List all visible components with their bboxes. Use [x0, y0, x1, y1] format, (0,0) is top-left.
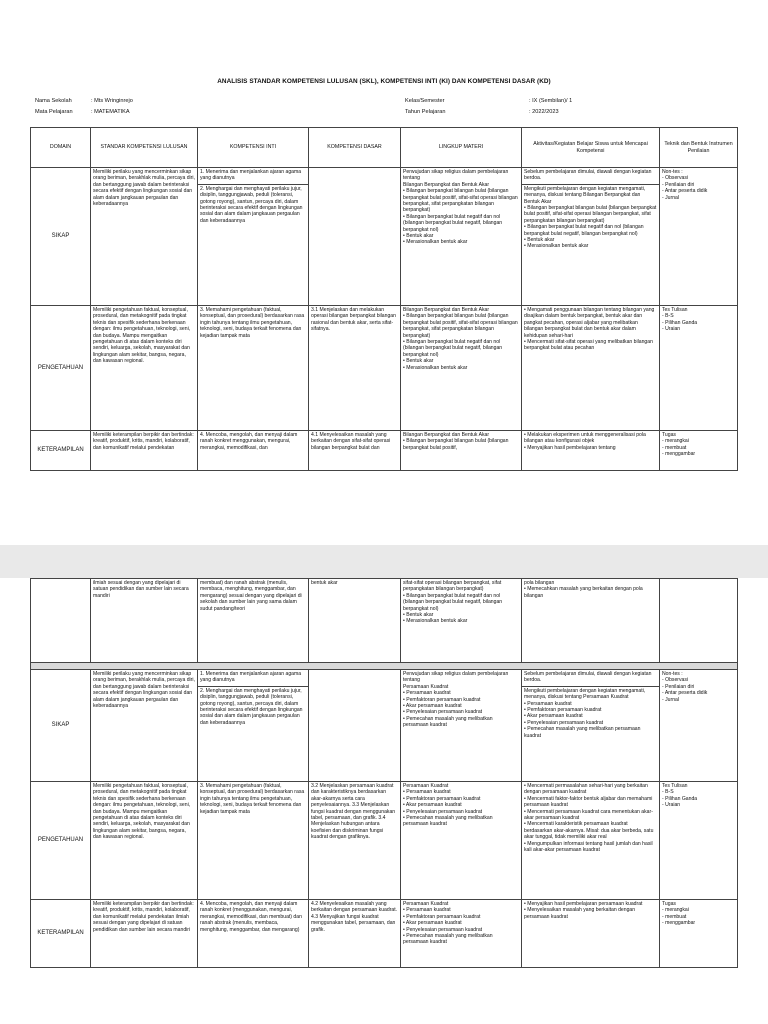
- materi-list: [403, 684, 519, 729]
- ki-cell: membuat) dan ranah abstrak (menulis, membaca, menghitung, menggambar, dan mengarang) sesuai dengan yang dipelajari di sekolah dan sumber lain yang sama dalam sudut pandang/teori: [198, 579, 309, 663]
- kd-cell: 4.1 Menyelesaikan masalah yang berkaitan dengan sifat-sifat operasi bilangan berpangkat bulat dan: [309, 431, 401, 471]
- cell-line: • Mencermati sifat-sifat operasi yang melibatkan bilangan berpangkat bulat atau pecahan: [524, 339, 653, 352]
- domain-cell: SIKAP: [31, 168, 91, 306]
- cell-line: • Bentuk akar: [403, 233, 434, 240]
- materi-list: [403, 182, 519, 246]
- cell-line: • Mencermati karakteristik persamaan kuadrat berdasarkan akar-akarnya. Misal: dua akar berbeda, satu akar tunggal, tidak memiliki akar real: [524, 821, 654, 841]
- subject-value: : MATEMATIKA: [91, 109, 130, 115]
- cell-line: • Akar persamaan kuadrat: [403, 703, 462, 710]
- cell-line: • Bentuk akar: [403, 612, 434, 619]
- skl-cell: Memiliki pengetahuan faktual, konseptual, prosedural, dan metakognitif pada tingkat teknis dan spesifik sederhana berkenaan dengan: ilmu pengetahuan, teknologi, seni, dan budaya. Mampu mengaitkan pengetahuan di atas dalam konteks diri sendiri, keluarga, sekolah, masyarakat dan lingkungan alam sekitar, bangsa, negara, dan kawasan regional.: [91, 782, 198, 900]
- cell-line: - Penilaian diri: [662, 181, 695, 188]
- ki-cell: 4. Mencoba, mengolah, dan menyaji dalam ranah konkret (menggunakan, mengurai, merangkai, memodifikasi, dan membuat) dan ranah abstrak (menulis, membaca, menghitung, menggambar, dan mengarang): [198, 900, 309, 968]
- table-header-row: [31, 128, 738, 168]
- analysis-table-2: [30, 578, 738, 968]
- kegiatan-intro: Sebelum pembelajaran dimulai, diawali dengan kegiatan berdoa.: [524, 671, 652, 684]
- header-ki: KOMPETENSI INTI: [198, 128, 309, 168]
- section-divider-row: [31, 663, 738, 670]
- domain-cell: PENGETAHUAN: [31, 782, 91, 900]
- kd-cell: bentuk akar: [309, 579, 401, 663]
- cell-line: - membuat: [662, 913, 687, 920]
- cell-line: • Pemecahan masalah yang melibatkan persamaan kuadrat: [403, 815, 493, 828]
- domain-cell: SIKAP: [31, 670, 91, 782]
- meta-left: [35, 96, 291, 118]
- cell-line: • Menyelesaikan masalah yang berkaitan dengan persamaan kuadrat: [524, 907, 636, 920]
- cell-line: - Antar peserta didik: [662, 188, 708, 195]
- cell-line: Tes Tulisan: [662, 783, 688, 789]
- kegiatan-cell: [522, 431, 660, 471]
- ki-1-text: 1. Menerima dan menjalankan ajaran agama yang dianutnya: [200, 169, 302, 182]
- cell-line: Tugas: [662, 901, 676, 907]
- year-label: Tahun Pelajaran: [405, 109, 446, 115]
- cell-line: - Observasi: [662, 677, 689, 684]
- table-row-pengetahuan: [31, 782, 738, 900]
- kd-cell: [309, 168, 401, 306]
- cell-line: - menggambar: [662, 920, 696, 927]
- ki-1-text: 1. Menerima dan menjalankan ajaran agama yang dianutnya: [200, 671, 302, 684]
- cell-line: • Melakukan eksperimen untuk menggeneralisasi pola bilangan atau konfigurasi objek: [524, 432, 646, 445]
- cell-line: Persamaan Kuadrat: [403, 783, 449, 789]
- cell-line: • Persamaan kuadrat: [403, 690, 451, 697]
- cell-line: - Uraian: [662, 802, 681, 809]
- teknik-cell: [660, 579, 738, 663]
- cell-line: • Persamaan kuadrat: [524, 700, 572, 707]
- cell-line: Non-tes :: [662, 169, 683, 175]
- materi-cell: [401, 431, 522, 471]
- teknik-cell: [660, 168, 738, 306]
- domain-cell: [31, 579, 91, 663]
- section-divider: [31, 663, 738, 670]
- cell-line: - B-S: [662, 789, 674, 796]
- cell-line: Tes Tulisan: [662, 307, 688, 313]
- teknik-cell: [660, 670, 738, 782]
- cell-line: • Mengamati penggunaan bilangan tentang bilangan yang disajikan dalam bentuk berpangkat, bentuk akar dan pangkat pecahan, operasi aljabar yang melibatkan bilangan berpangkat bulat dan bentuk akar dalam kehidupan sehari-hari: [524, 307, 655, 339]
- kegiatan-cell: [522, 782, 660, 900]
- table-row-sikap: [31, 670, 738, 782]
- cell-line: Persamaan Kuadrat: [403, 683, 449, 690]
- cell-line: • Bilangan berpangkat bilangan bulat (bilangan berpangkat bulat positif, sifat-sifat operasi bilangan berpangkat, sifat perpangkatan bilangan berpangkat): [403, 313, 518, 339]
- cell-line: Mengikuti pembelajaran dengan kegiatan mengamati, menanya, diskusi tentang Persamaan Kuadrat: [524, 687, 646, 701]
- ki-2-text: 2. Menghargai dan menghayati perilaku jujur, disiplin, tanggungjawab, peduli (toleransi, gotong royong), santun, percaya diri, dalam berinteraksi secara efektif dengan lingkungan sosial dan alam dalam jangkauan pergaulan dan keberadaannya: [198, 686, 308, 726]
- cell-line: Non-tes :: [662, 671, 683, 677]
- class-value: : IX (Sembilan)/ 1: [529, 98, 573, 104]
- table-row-continued: [31, 579, 738, 663]
- header-skl: STANDAR KOMPETENSI LULUSAN: [91, 128, 198, 168]
- skl-cell: ilmiah sesuai dengan yang dipelajari di satuan pendidikan dan sumber lain secara mandiri: [91, 579, 198, 663]
- kegiatan-cell: [522, 900, 660, 968]
- cell-line: • Bilangan berpangkat bilangan bulat (bilangan berpangkat bulat positif, sifat-sifat operasi bilangan berpangkat, sifat perpangkatan bilangan berpangkat): [403, 188, 518, 214]
- cell-line: • Penyelesaian persamaan kuadrat: [403, 709, 483, 716]
- cell-line: Bilangan Berpangkat dan Bentuk Akar: [403, 432, 490, 438]
- teknik-cell: [660, 431, 738, 471]
- cell-line: - Antar peserta didik: [662, 690, 708, 697]
- materi-intro: Perwujudan sikap religius dalam pembelajaran tentang: [403, 671, 509, 684]
- analysis-table-1: [30, 127, 738, 471]
- kd-cell: [309, 670, 401, 782]
- cell-line: • Mencermati permasalahan sehari-hari yang berkaitan dengan persamaan kuadrat: [524, 783, 648, 796]
- kegiatan-intro: Sebelum pembelajaran dimulai, diawali dengan kegiatan berdoa.: [524, 169, 652, 182]
- cell-line: sifat-sifat operasi bilangan berpangkat, sifat perpangkatan bilangan berpangkat): [403, 580, 502, 593]
- cell-line: - Jurnal: [662, 194, 679, 201]
- materi-cell: [401, 579, 522, 663]
- ki-cell: 3. Memahami pengetahuan (faktual, konseptual, dan prosedural) berdasarkan rasa ingin tahunya tentang ilmu pengetahuan, teknologi, seni, budaya terkait fenomena dan kejadian tampak mata: [198, 306, 309, 431]
- cell-line: • Persamaan kuadrat: [403, 907, 451, 914]
- cell-line: • Merasionalkan bentuk akar: [403, 618, 468, 625]
- cell-line: - membuat: [662, 444, 687, 451]
- cell-line: • Bilangan berpangkat bilangan bulat (bilangan berpangkat bulat positif, sifat-sifat operasi bilangan berpangkat, sifat perpangkatan bilangan berpangkat): [524, 205, 657, 224]
- table-row-sikap: [31, 168, 738, 306]
- cell-line: • Bentuk akar: [403, 358, 434, 365]
- cell-line: • Pemfaktoran persamaan kuadrat: [403, 696, 481, 703]
- kd-cell: 4.2 Menyelesaikan masalah yang berkaitan dengan persamaan kuadrat. 4.3 Menyajikan fungsi kuadrat menggunakan tabel, persamaan, dan grafik.: [309, 900, 401, 968]
- materi-cell: [401, 782, 522, 900]
- cell-line: - Observasi: [662, 175, 689, 182]
- class-label: Kelas/Semester: [405, 98, 445, 104]
- document-page-2: [0, 578, 768, 1024]
- cell-line: - merangkai: [662, 438, 689, 445]
- skl-cell: Memiliki perilaku yang mencerminkan sikap orang beriman, berakhlak mulia, percaya diri, dan bertanggung jawab dalam berinteraksi secara efektif dengan lingkungan sosial dan alam dalam jangkauan pergaulan dan keberadaannya: [91, 168, 198, 306]
- header-materi: LINGKUP MATERI: [401, 128, 522, 168]
- cell-line: - menggambar: [662, 451, 696, 458]
- cell-line: - Penilaian diri: [662, 683, 695, 690]
- kd-cell: 3.1 Menjelaskan dan melakukan operasi bilangan berpangkat bilangan rasional dan bentuk akar, serta sifat-sifatnya.: [309, 306, 401, 431]
- cell-line: • Pemfaktoran persamaan kuadrat: [403, 913, 481, 920]
- cell-line: • Akar persamaan kuadrat: [524, 713, 583, 720]
- cell-line: • Merasionalkan bentuk akar: [524, 243, 589, 250]
- kegiatan-cell: [522, 670, 660, 782]
- cell-line: • Penyelesaian persamaan kuadrat: [524, 719, 604, 726]
- cell-line: Bilangan Berpangkat dan Bentuk Akar: [403, 181, 490, 188]
- header-teknik: Teknik dan Bentuk Instrumen Penilaian: [660, 128, 738, 168]
- cell-line: pola bilangan: [524, 580, 555, 586]
- cell-line: • Mencermati persamaan kuadrat cara menentukan akar-akar persamaan kuadrat: [524, 808, 653, 822]
- materi-intro: Perwujudan sikap religius dalam pembelajaran tentang: [403, 169, 509, 182]
- kegiatan-list: [522, 686, 659, 739]
- kegiatan-cell: [522, 168, 660, 306]
- cell-line: • Bilangan berpangkat bulat negatif dan nol: [403, 592, 501, 599]
- domain-cell: KETERAMPILAN: [31, 431, 91, 471]
- header-kegiatan: Aktivitas/Kegiatan Belajar Siswa untuk Mencapai Kompetensi: [522, 128, 660, 168]
- table-row-pengetahuan: [31, 306, 738, 431]
- year-value: : 2022/2023: [529, 109, 559, 115]
- subject-label: Mata Pelajaran: [35, 109, 73, 115]
- cell-line: • Penyelesaian persamaan kuadrat: [403, 808, 483, 815]
- domain-cell: PENGETAHUAN: [31, 306, 91, 431]
- ki-cell: [198, 168, 309, 306]
- cell-line: - merangkai: [662, 907, 689, 914]
- cell-line: • Menyajikan hasil pembelajaran persamaan kuadrat: [524, 901, 643, 907]
- cell-line: • Merasionalkan bentuk akar: [403, 239, 468, 246]
- meta-right: [405, 96, 729, 118]
- ki-cell: 3. Memahami pengetahuan (faktual, konseptual, dan prosedural) berdasarkan rasa ingin tahunya tentang ilmu pengetahuan, teknologi, seni, budaya terkait fenomena dan kejadian tampak mata: [198, 782, 309, 900]
- cell-line: - B-S: [662, 313, 674, 320]
- cell-line: Bilangan Berpangkat dan Bentuk Akar: [403, 307, 490, 313]
- school-value: : Mts Wringinrejo: [91, 98, 133, 104]
- cell-line: • Bilangan berpangkat bulat negatif dan nol (bilangan berpangkat bulat negatif, bilangan berpangkat nol): [403, 339, 503, 358]
- cell-line: • Merasionalkan bentuk akar: [403, 364, 468, 371]
- page-gap: [0, 545, 768, 578]
- header-kd: KOMPETENSI DASAR: [309, 128, 401, 168]
- header-domain: DOMAIN: [31, 128, 91, 168]
- ki-cell: 4. Mencoba, mengolah, dan menyaji dalam ranah konkret menggunakan, mengurai, merangkai, memodifikasi, dan: [198, 431, 309, 471]
- materi-cell: [401, 306, 522, 431]
- skl-cell: Memiliki perilaku yang mencerminkan sikap orang beriman, berakhlak mulia, percaya diri, dan bertanggung jawab dalam berinteraksi secara efektif dengan lingkungan sosial dan alam dalam jangkauan pergaulan dan keberadaannya: [91, 670, 198, 782]
- cell-line: • Pemfaktoran persamaan kuadrat: [524, 707, 602, 714]
- cell-line: Mengikuti pembelajaran dengan kegiatan mengamati, menanya, diskusi tentang Bilangan Berpangkat dan Bentuk Akar: [524, 185, 646, 205]
- kd-cell: 3.2 Menjelaskan persamaan kuadrat dan karakteristiknya berdasarkan akar-akarnya serta cara penyelesaiannya. 3.3 Menjelaskan fungsi kuadrat dengan menggunakan tabel, persamaan, dan grafik. 3.4 Menjelaskan hubungan antara koefisien dan diskriminan fungsi kuadrat dengan grafiknya.: [309, 782, 401, 900]
- cell-line: • Bilangan berpangkat bulat negatif dan nol (bilangan berpangkat bulat negatif, bilangan berpangkat nol): [524, 224, 644, 237]
- materi-cell: [401, 900, 522, 968]
- teknik-cell: [660, 782, 738, 900]
- teknik-cell: [660, 306, 738, 431]
- cell-line: • Pemecahan masalah yang melibatkan persamaan kuadrat: [524, 726, 641, 739]
- cell-line: Persamaan Kuadrat: [403, 901, 449, 907]
- cell-line: - Uraian: [662, 326, 681, 333]
- materi-cell: [401, 168, 522, 306]
- cell-line: • Penyelesaian persamaan kuadrat: [403, 926, 483, 933]
- table-row-keterampilan: [31, 431, 738, 471]
- cell-line: - Pilihan Ganda: [662, 795, 698, 802]
- cell-line: (bilangan berpangkat bulat negatif, bilangan berpangkat nol): [403, 599, 503, 612]
- cell-line: • Akar persamaan kuadrat: [403, 802, 462, 809]
- skl-cell: Memiliki keterampilan berpikir dan bertindak: kreatif, produktif, kritis, mandiri, kolaboratif, dan komunikatif melalui pendekatan: [91, 431, 198, 471]
- document-title: ANALISIS STANDAR KOMPETENSI LULUSAN (SKL), KOMPETENSI INTI (KI) DAN KOMPETENSI DASAR (KD): [217, 78, 551, 85]
- cell-line: • Bilangan berpangkat bulat negatif dan nol (bilangan berpangkat bulat negatif, bilangan berpangkat nol): [403, 213, 503, 233]
- cell-line: - Jurnal: [662, 696, 679, 703]
- cell-line: • Akar persamaan kuadrat: [403, 920, 462, 927]
- cell-line: • Bilangan berpangkat bilangan bulat (bilangan berpangkat bulat positif,: [403, 438, 509, 451]
- cell-line: • Pemfaktoran persamaan kuadrat: [403, 795, 481, 802]
- cell-line: • Persamaan kuadrat: [403, 789, 451, 796]
- cell-line: • Bentuk akar: [524, 237, 555, 244]
- table-row-keterampilan: [31, 900, 738, 968]
- domain-cell: KETERAMPILAN: [31, 900, 91, 968]
- skl-cell: Memiliki pengetahuan faktual, konseptual, prosedural, dan metakognitif pada tingkat teknis dan spesifik sederhana berkenaan dengan: ilmu pengetahuan, teknologi, seni, dan budaya. Mampu mengaitkan pengetahuan di atas dalam konteks diri sendiri, keluarga, sekolah, masyarakat dan lingkungan alam sekitar, bangsa, negara, dan kawasan regional.: [91, 306, 198, 431]
- school-label: Nama Sekolah: [35, 98, 72, 104]
- ki-2-text: 2. Menghargai dan menghayati perilaku jujur, disiplin, tanggungjawab, peduli (toleransi, gotong royong), santun, percaya diri, dalam berinteraksi secara efektif dengan lingkungan sosial dan alam dalam jangkauan pergaulan dan keberadaannya: [198, 184, 308, 224]
- cell-line: • Pemecahan masalah yang melibatkan persamaan kuadrat: [403, 933, 493, 946]
- cell-line: • Mengumpulkan informasi tentang hasil jumlah dan hasil kali akar-akar persamaan kuadrat: [524, 840, 653, 854]
- cell-line: Tugas: [662, 432, 676, 438]
- cell-line: • Menyajikan hasil pembelajaran tentang: [524, 444, 616, 451]
- cell-line: - Pilihan Ganda: [662, 319, 698, 326]
- ki-cell: [198, 670, 309, 782]
- cell-line: • Pemecahan masalah yang melibatkan persamaan kuadrat: [403, 715, 493, 729]
- kegiatan-cell: [522, 306, 660, 431]
- kegiatan-cell: [522, 579, 660, 663]
- materi-cell: [401, 670, 522, 782]
- kegiatan-list: [522, 184, 659, 250]
- teknik-cell: [660, 900, 738, 968]
- skl-cell: Memiliki keterampilan berpikir dan bertindak: kreatif, produktif, kritis, mandiri, kolaboratif, dan komunikatif melalui pendekatan ilmiah sesuai dengan yang dipelajari di satuan pendidikan dan sumber lain secara mandiri: [91, 900, 198, 968]
- cell-line: • Memecahkan masalah yang berkaitan dengan pola bilangan: [524, 586, 643, 599]
- cell-line: • Mencermati faktor-faktor bentuk aljabar dan memahami persamaan kuadrat: [524, 795, 653, 809]
